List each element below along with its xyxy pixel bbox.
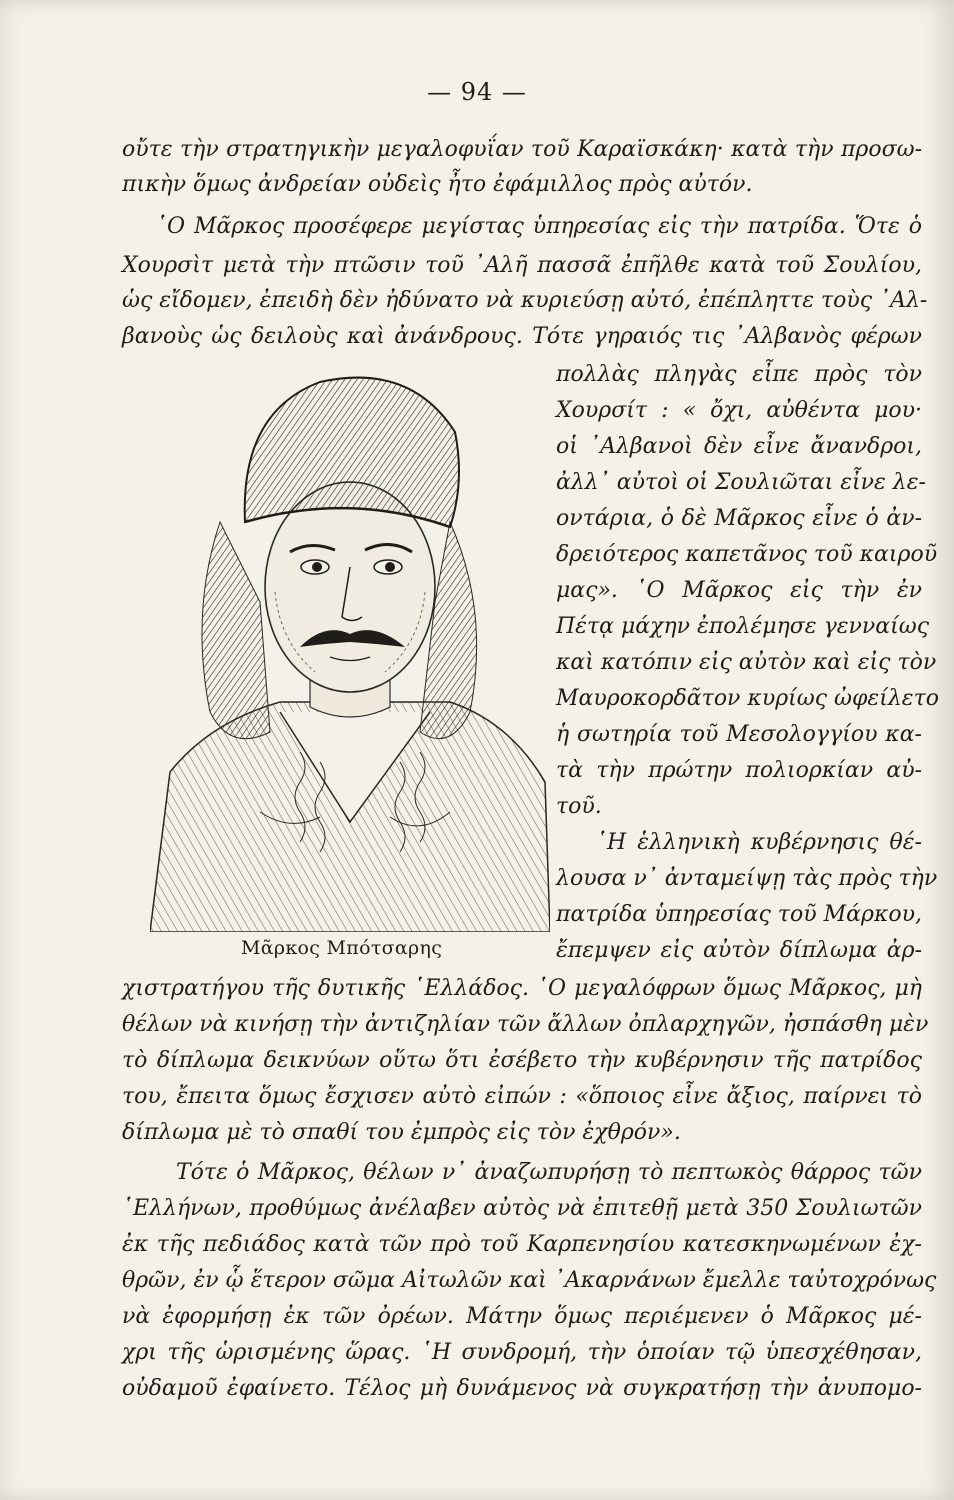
text-line: ἡ σωτηρία τοῦ Μεσολογγίου κα- bbox=[556, 722, 922, 747]
text-line: Τότε ὁ Μᾶρκος, θέλων ν᾿ ἀναζωπυρήσῃ τὸ πεπτωκὸς θάρρος τῶν bbox=[176, 1160, 922, 1185]
text-line: χρι τῆς ὡρισμένης ὥρας. ῾Η συνδρομή, τὴν ὁποίαν τῷ ὑπεσχέθησαν, bbox=[122, 1340, 922, 1365]
text-line: θρῶν, ἐν ᾧ ἕτερον σῶμα Αἰτωλῶν καὶ ᾿Ακαρνάνων ἔμελλε ταὐτοχρόνως bbox=[122, 1268, 937, 1293]
text-line: Χουρσίτ : « ὄχι, αὐθέντα μου· bbox=[556, 398, 922, 423]
text-line: ἔπεμψεν εἰς αὐτὸν δίπλωμα ἀρ- bbox=[556, 938, 922, 963]
text-line: πατρίδα ὑπηρεσίας τοῦ Μάρκου, bbox=[556, 902, 922, 927]
text-line: δρειότερος καπετᾶνος τοῦ καιροῦ bbox=[556, 542, 938, 567]
text-line: πικὴν ὅμως ἀνδρείαν οὐδεὶς ἦτο ἐφάμιλλος πρὸς αὐτόν. bbox=[122, 172, 753, 197]
text-line: ὡς εἴδομεν, ἐπειδὴ δὲν ἠδύνατο νὰ κυριεύσῃ αὐτό, ἐπέπληττε τοὺς ᾿Αλ- bbox=[122, 288, 928, 313]
text-line: χιστρατήγου τῆς δυτικῆς ῾Ελλάδος. ῾Ο μεγαλόφρων ὅμως Μᾶρκος, μὴ bbox=[122, 976, 922, 1001]
text-line: βανοὺς ὡς δειλοὺς καὶ ἀνάνδρους. Τότε γηραιός τις ᾿Αλβανὸς φέρων bbox=[122, 324, 922, 349]
text-line: οὐδαμοῦ ἐφαίνετο. Τέλος μὴ δυνάμενος νὰ συγκρατήσῃ τὴν ἀνυπομο- bbox=[122, 1376, 922, 1401]
text-line: τὸ δίπλωμα δεικνύων οὕτω ὅτι ἐσέβετο τὴν κυβέρνησιν τῆς πατρίδος bbox=[122, 1048, 922, 1073]
text-line: πολλὰς πληγὰς εἶπε πρὸς τὸν bbox=[556, 362, 922, 387]
text-line: του, ἔπειτα ὅμως ἔσχισεν αὐτὸ εἰπών : «ὅποιος εἶνε ἄξιος, παίρνει τὸ bbox=[122, 1084, 922, 1109]
text-line: ῾Ο Μᾶρκος προσέφερε μεγίστας ὑπηρεσίας εἰς τὴν πατρίδα. Ὅτε ὁ bbox=[156, 214, 922, 239]
text-line: τὰ τὴν πρώτην πολιορκίαν αὐ- bbox=[556, 758, 922, 783]
page-number: — 94 — bbox=[427, 78, 527, 106]
text-line: οἱ ᾿Αλβανοὶ δὲν εἶνε ἄνανδροι, bbox=[556, 434, 922, 459]
text-line: μας». ῾Ο Μᾶρκος εἰς τὴν ἐν bbox=[556, 578, 922, 603]
text-line: ἀλλ᾿ αὐτοὶ οἱ Σουλιῶται εἶνε λε- bbox=[556, 470, 926, 495]
text-line: τοῦ. bbox=[556, 794, 602, 819]
text-line: θέλων νὰ κινήσῃ τὴν ἀντιζηλίαν τῶν ἄλλων ὀπλαρχηγῶν, ἠσπάσθη μὲν bbox=[122, 1012, 929, 1037]
text-line: ῾Ελλήνων, προθύμως ἀνέλαβεν αὐτὸς νὰ ἐπιτεθῇ μετὰ 350 Σουλιωτῶν bbox=[122, 1196, 922, 1221]
text-line: νὰ ἐφορμήσῃ ἐκ τῶν ὀρέων. Μάτην ὅμως περιέμενεν ὁ Μᾶρκος μέ- bbox=[122, 1304, 922, 1329]
text-line: Μαυροκορδᾶτον κυρίως ὠφείλετο bbox=[556, 686, 939, 711]
portrait-illustration bbox=[150, 352, 550, 932]
text-line: ῾Η ἑλληνικὴ κυβέρνησις θέ- bbox=[596, 830, 922, 855]
text-line: οντάρια, ὁ δὲ Μᾶρκος εἶνε ὁ ἀν- bbox=[556, 506, 922, 531]
text-line: Χουρσὶτ μετὰ τὴν πτῶσιν τοῦ ᾿Αλῆ πασσᾶ ἐπῆλθε κατὰ τοῦ Σουλίου, bbox=[122, 253, 922, 278]
text-line: Πέτᾳ μάχην ἐπολέμησε γενναίως bbox=[556, 614, 930, 639]
text-line: καὶ κατόπιν εἰς αὐτὸν καὶ εἰς τὸν bbox=[556, 650, 937, 675]
portrait-caption: Μᾶρκος Μπότσαρης bbox=[241, 937, 443, 959]
text-line: ἐκ τῆς πεδιάδος κατὰ τῶν πρὸ τοῦ Καρπενησίου κατεσκηνωμένων ἐχ- bbox=[122, 1232, 922, 1257]
text-line: οὔτε τὴν στρατηγικὴν μεγαλοφυΐαν τοῦ Καραϊσκάκη· κατὰ τὴν προσω- bbox=[122, 137, 922, 162]
text-line: δίπλωμα μὲ τὸ σπαθί του ἐμπρὸς εἰς τὸν ἐχθρόν». bbox=[122, 1120, 681, 1145]
text-line: λουσα ν᾿ ἀνταμείψῃ τὰς πρὸς τὴν bbox=[556, 866, 938, 891]
